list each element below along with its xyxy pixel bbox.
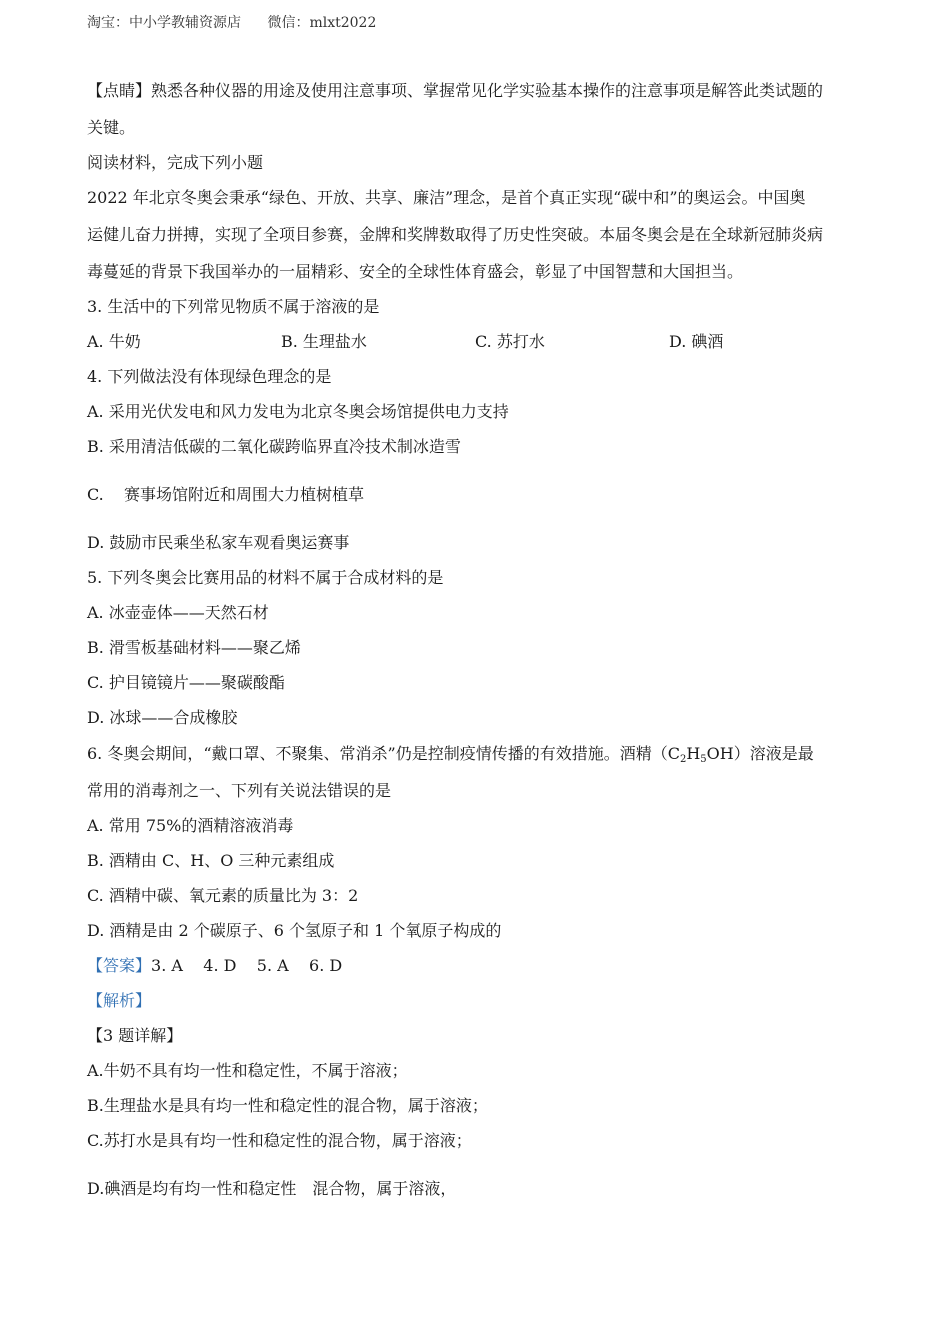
q6-stem-post: OH）溶液是最 — [706, 744, 814, 763]
analysis-label: 【解析】 — [87, 991, 152, 1010]
q4-option-d: D. 鼓励市民乘坐私家车观看奥运赛事 — [87, 533, 350, 552]
q4-option-b: B. 采用清洁低碳的二氧化碳跨临界直冷技术制冰造雪 — [87, 437, 461, 456]
q4-option-c-text: 赛事场馆附近和周围大力植树植草 — [124, 485, 365, 504]
analysis-q3-c: C.苏打水是具有均一性和稳定性的混合物，属于溶液； — [87, 1131, 472, 1150]
answer-label: 【答案】 — [87, 956, 152, 975]
reading-paragraph-line-2: 运健儿奋力拼搏，实现了全项目参赛，金牌和奖牌数取得了历史性突破。本届冬奥会是在全球新冠肺炎病 — [87, 225, 824, 244]
q6-stem-line-1 — [87, 743, 814, 765]
answer-text: 3. A 4. D 5. A 6. D — [151, 956, 343, 975]
reading-paragraph-line-3: 毒蔓延的背景下我国举办的一届精彩、安全的全球性体育盛会，彰显了中国智慧和大国担当。 — [87, 262, 744, 281]
q4-option-a: A. 采用光伏发电和风力发电为北京冬奥会场馆提供电力支持 — [87, 402, 509, 421]
reading-intro: 阅读材料，完成下列小题 — [87, 153, 264, 172]
analysis-q3-d: D.碘酒是均有均一性和稳定性 混合物，属于溶液， — [87, 1179, 457, 1198]
q5-option-d: D. 冰球——合成橡胶 — [87, 708, 238, 727]
analysis-q3-b: B.生理盐水是具有均一性和稳定性的混合物，属于溶液； — [87, 1096, 488, 1115]
header-wechat: 微信：mlxt2022 — [267, 15, 377, 31]
page-header — [87, 12, 398, 32]
q6-stem-line-2: 常用的消毒剂之一、下列有关说法错误的是 — [87, 781, 392, 800]
q3-option-d: D. 碘酒 — [669, 332, 724, 351]
q6-option-d: D. 酒精是由 2 个碳原子、6 个氢原子和 1 个氧原子构成的 — [87, 921, 502, 940]
header-shop: 淘宝：中小学教辅资源店 — [87, 15, 241, 31]
answer-line — [87, 955, 342, 977]
q4-option-c-label: C. — [87, 485, 104, 504]
tip-line-1: 【点睛】熟悉各种仪器的用途及使用注意事项、掌握常见化学实验基本操作的注意事项是解答此类试题的 — [87, 81, 824, 100]
q3-option-b: B. 生理盐水 — [281, 332, 367, 351]
q5-option-c: C. 护目镜镜片——聚碳酸酯 — [87, 673, 285, 692]
q6-option-c: C. 酒精中碳、氧元素的质量比为 3：2 — [87, 886, 359, 905]
q6-formula-h: H — [686, 744, 701, 763]
q6-option-a: A. 常用 75%的酒精溶液消毒 — [87, 816, 294, 835]
q6-stem-pre: 6. 冬奥会期间，“戴口罩、不聚集、常消杀”仍是控制疫情传播的有效措施。酒精（C — [87, 744, 680, 763]
q6-formula-sub-2: 2 — [679, 754, 687, 765]
q5-option-b: B. 滑雪板基础材料——聚乙烯 — [87, 638, 301, 657]
q3-option-a: A. 牛奶 — [87, 332, 141, 351]
analysis-q3-title: 【3 题详解】 — [87, 1026, 183, 1045]
q6-formula-sub-5: 5 — [700, 754, 707, 765]
q6-option-b: B. 酒精由 C、H、O 三种元素组成 — [87, 851, 335, 870]
q5-stem: 5. 下列冬奥会比赛用品的材料不属于合成材料的是 — [87, 568, 444, 587]
q5-option-a: A. 冰壶壶体——天然石材 — [87, 603, 269, 622]
tip-line-2: 关键。 — [87, 118, 136, 137]
q3-option-c: C. 苏打水 — [475, 332, 545, 351]
analysis-q3-a: A.牛奶不具有均一性和稳定性，不属于溶液； — [87, 1061, 408, 1080]
reading-paragraph-line-1: 2022 年北京冬奥会秉承“绿色、开放、共享、廉洁”理念，是首个真正实现“碳中和”的奥运会。中国奥 — [87, 188, 806, 207]
q4-stem: 4. 下列做法没有体现绿色理念的是 — [87, 367, 332, 386]
q3-stem: 3. 生活中的下列常见物质不属于溶液的是 — [87, 297, 380, 316]
